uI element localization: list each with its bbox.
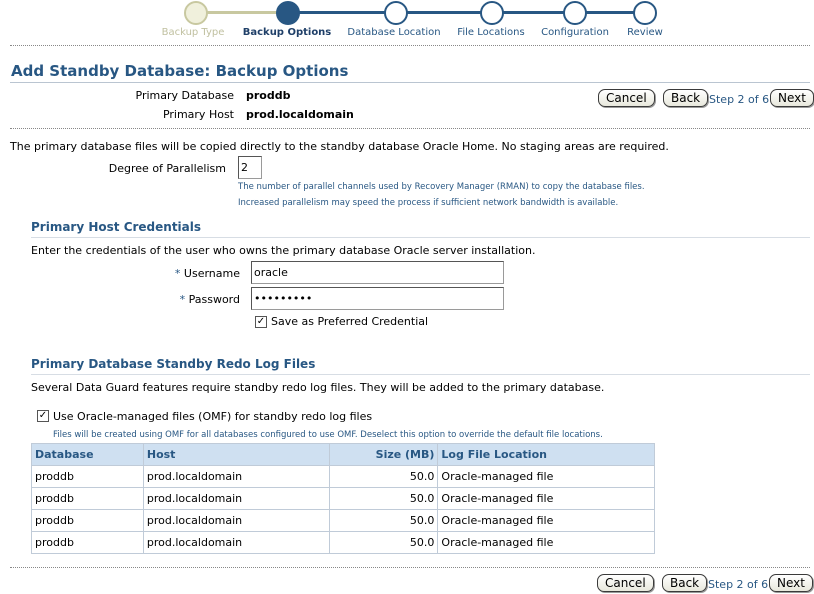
column-header-database: Database	[32, 444, 144, 466]
save-credential-checkbox[interactable]	[255, 316, 267, 328]
cell-database: proddb	[32, 532, 144, 554]
train-stop-file-locations[interactable]	[480, 1, 504, 25]
back-button-top[interactable]: Back	[663, 89, 708, 107]
password-input[interactable]: •••••••••	[251, 287, 504, 310]
separator-top	[10, 45, 810, 46]
cell-host: prod.localdomain	[143, 488, 329, 510]
column-header-size: Size (MB)	[329, 444, 438, 466]
username-label: Username	[183, 267, 240, 280]
cell-log-file-location: Oracle-managed file	[438, 488, 655, 510]
intro-text: The primary database files will be copied directly to the standby database Oracle Home. No staging areas are required.	[10, 140, 669, 153]
password-required-marker: *	[179, 293, 186, 306]
table-row	[32, 488, 655, 510]
redo-section-title: Primary Database Standby Redo Log Files	[31, 357, 316, 371]
omf-hint: Files will be created using OMF for all databases configured to use OMF. Deselect this option to override the default file locations.	[53, 430, 603, 440]
train-label-backup-options: Backup Options	[242, 27, 332, 38]
cell-host: prod.localdomain	[143, 466, 329, 488]
table-row	[32, 466, 655, 488]
redo-description: Several Data Guard features require standby redo log files. They will be added to the primary database.	[31, 381, 605, 394]
page-title: Add Standby Database: Backup Options	[11, 62, 349, 80]
separator-bottom	[10, 567, 810, 568]
cell-size: 50.0	[329, 510, 438, 532]
parallelism-label: Degree of Parallelism	[108, 162, 226, 175]
username-required-marker: *	[174, 267, 181, 280]
back-button-bottom[interactable]: Back	[662, 574, 707, 592]
column-header-host: Host	[143, 444, 329, 466]
parallelism-hint-2: Increased parallelism may speed the process if sufficient network bandwidth is available.	[238, 198, 619, 208]
train-stop-backup-options	[276, 1, 300, 25]
title-underline	[10, 82, 810, 83]
password-label-wrap	[140, 293, 240, 306]
separator-mid	[10, 128, 810, 129]
checkmark-icon: ✓	[256, 316, 266, 327]
train-label-review[interactable]: Review	[627, 27, 663, 38]
cancel-button-bottom[interactable]: Cancel	[597, 574, 654, 592]
column-header-log-file-location: Log File Location	[438, 444, 655, 466]
cell-log-file-location: Oracle-managed file	[438, 466, 655, 488]
credentials-section-underline	[31, 237, 810, 238]
primary-host-value: prod.localdomain	[246, 108, 354, 121]
credentials-section-title: Primary Host Credentials	[31, 220, 202, 234]
table-header-row	[32, 444, 655, 466]
primary-host-label: Primary Host	[162, 108, 234, 121]
cell-database: proddb	[32, 466, 144, 488]
next-button-bottom[interactable]: Next	[769, 574, 813, 592]
omf-label: Use Oracle-managed files (OMF) for standby redo log files	[53, 410, 373, 423]
cell-host: prod.localdomain	[143, 510, 329, 532]
cell-log-file-location: Oracle-managed file	[438, 532, 655, 554]
cell-database: proddb	[32, 510, 144, 532]
cell-size: 50.0	[329, 488, 438, 510]
train-label-database-location[interactable]: Database Location	[347, 27, 441, 38]
train-stop-review[interactable]	[633, 1, 657, 25]
username-label-wrap	[140, 267, 240, 280]
train-connector-visited	[196, 11, 288, 14]
redo-log-table	[31, 443, 655, 554]
cell-database: proddb	[32, 488, 144, 510]
omf-checkbox[interactable]	[37, 410, 49, 422]
step-indicator-top: Step 2 of 6	[709, 93, 770, 106]
cell-log-file-location: Oracle-managed file	[438, 510, 655, 532]
parallelism-input[interactable]	[238, 156, 262, 179]
next-button-top[interactable]: Next	[770, 89, 814, 107]
cell-size: 50.0	[329, 466, 438, 488]
password-label: Password	[188, 293, 240, 306]
step-indicator-bottom: Step 2 of 6	[708, 578, 769, 591]
train-stop-configuration[interactable]	[563, 1, 587, 25]
train-connector	[288, 11, 646, 14]
train-stop-backup-type[interactable]	[184, 1, 208, 25]
train-label-backup-type[interactable]: Backup Type	[161, 27, 225, 38]
save-credential-label: Save as Preferred Credential	[271, 315, 429, 328]
train-label-file-locations[interactable]: File Locations	[457, 27, 525, 38]
cancel-button-top[interactable]: Cancel	[598, 89, 655, 107]
train-label-configuration[interactable]: Configuration	[541, 27, 609, 38]
primary-database-value: proddb	[246, 89, 291, 102]
table-row	[32, 532, 655, 554]
parallelism-hint-1: The number of parallel channels used by Recovery Manager (RMAN) to copy the database files.	[238, 182, 645, 192]
username-input[interactable]	[251, 261, 504, 284]
checkmark-icon: ✓	[38, 410, 48, 421]
cell-size: 50.0	[329, 532, 438, 554]
train-stop-database-location[interactable]	[384, 1, 408, 25]
credentials-description: Enter the credentials of the user who owns the primary database Oracle server installation.	[31, 244, 536, 257]
cell-host: prod.localdomain	[143, 532, 329, 554]
primary-database-label: Primary Database	[135, 89, 234, 102]
table-row	[32, 510, 655, 532]
redo-section-underline	[31, 374, 810, 375]
